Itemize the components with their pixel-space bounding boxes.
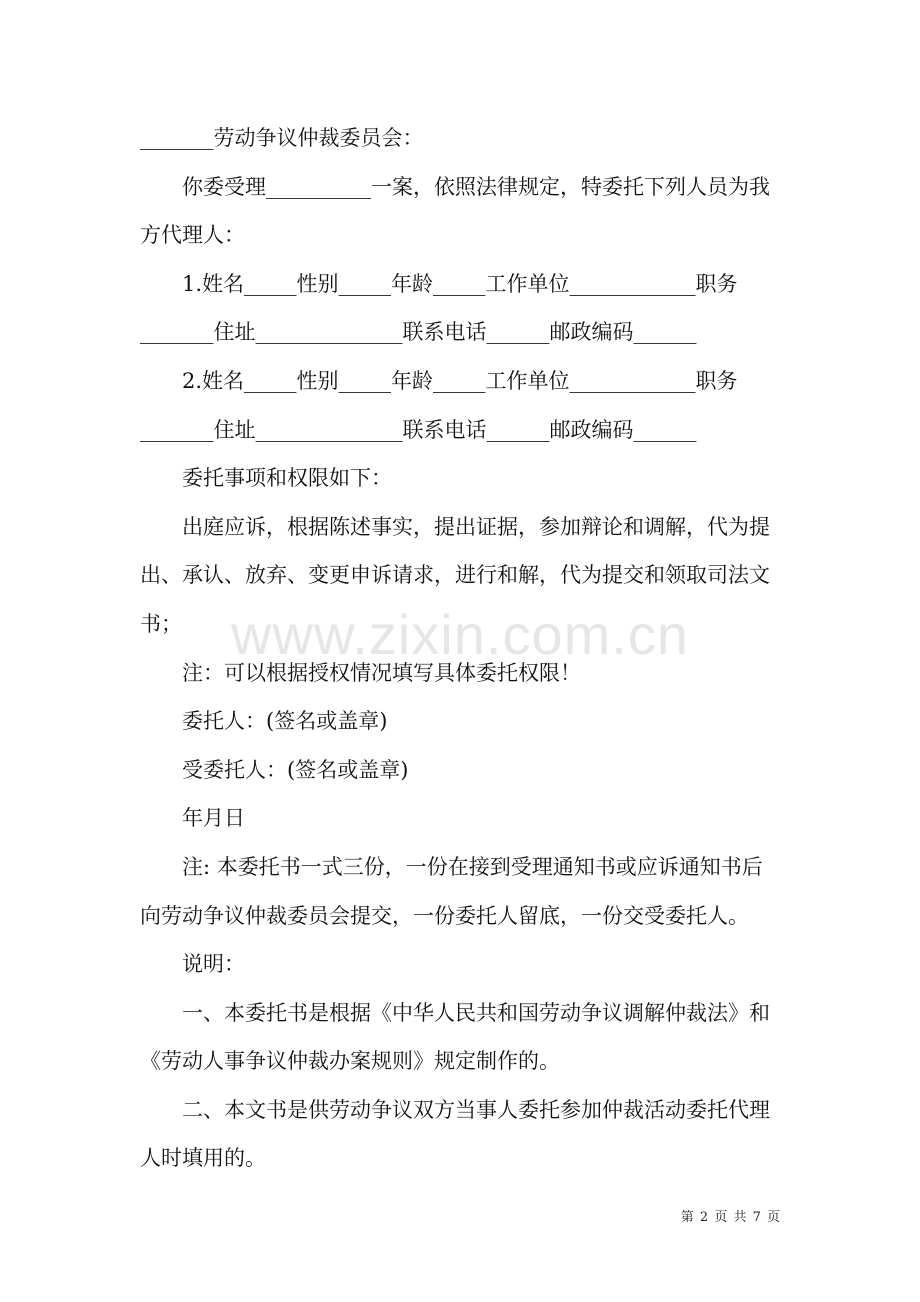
explanation-item-2-line: 人时填用的。 xyxy=(140,1146,266,1171)
addressee-line: _______劳动争议仲裁委员会： xyxy=(140,126,424,150)
note-line: 注：可以根据授权情况填写具体委托权限！ xyxy=(182,660,581,685)
explanation-heading: 说明： xyxy=(182,952,245,977)
copies-note-line: 注: 本委托书一式三份，一份在接到受理通知书或应诉通知书后 xyxy=(182,854,763,879)
document-body xyxy=(140,114,782,1183)
agent-1-line: 1.姓名_____性别_____年龄_____工作单位____________职务 xyxy=(182,271,738,296)
intro-paragraph-line: 你委受理__________一案，依照法律规定，特委托下列人员为我 xyxy=(182,174,770,199)
explanation-item-1-line: 一、本委托书是根据《中华人民共和国劳动争议调解仲裁法》和 xyxy=(182,1000,770,1025)
page-number: 第 2 页 共 7 页 xyxy=(680,1210,780,1225)
authority-paragraph-line: 出、承认、放弃、变更申诉请求，进行和解，代为提交和领取司法文 xyxy=(140,563,770,588)
agent-2-line: _______住址______________联系电话______邮政编码______ xyxy=(140,417,697,442)
authority-paragraph-line: 出庭应诉，根据陈述事实，提出证据，参加辩论和调解，代为提 xyxy=(182,514,770,539)
intro-paragraph-line: 方代理人： xyxy=(140,223,245,248)
authority-paragraph-line: 书； xyxy=(140,611,182,636)
agent-2-line: 2.姓名_____性别_____年龄_____工作单位____________职务 xyxy=(182,368,738,393)
watermark: www.zixin.com.cn xyxy=(231,603,689,666)
explanation-item-2-line: 二、本文书是供劳动争议双方当事人委托参加仲裁活动委托代理 xyxy=(182,1097,770,1122)
agent-signature-line: 受委托人：(签名或盖章) xyxy=(182,757,409,782)
principal-signature-line: 委托人：(签名或盖章) xyxy=(182,709,388,734)
date-line: 年月日 xyxy=(182,806,245,831)
agent-1-line: _______住址______________联系电话______邮政编码______ xyxy=(140,320,697,345)
copies-note-line: 向劳动争议仲裁委员会提交，一份委托人留底，一份交受委托人。 xyxy=(140,903,749,928)
explanation-item-1-line: 《劳动人事争议仲裁办案规则》规定制作的。 xyxy=(140,1049,560,1074)
authority-heading: 委托事项和权限如下： xyxy=(182,466,392,491)
